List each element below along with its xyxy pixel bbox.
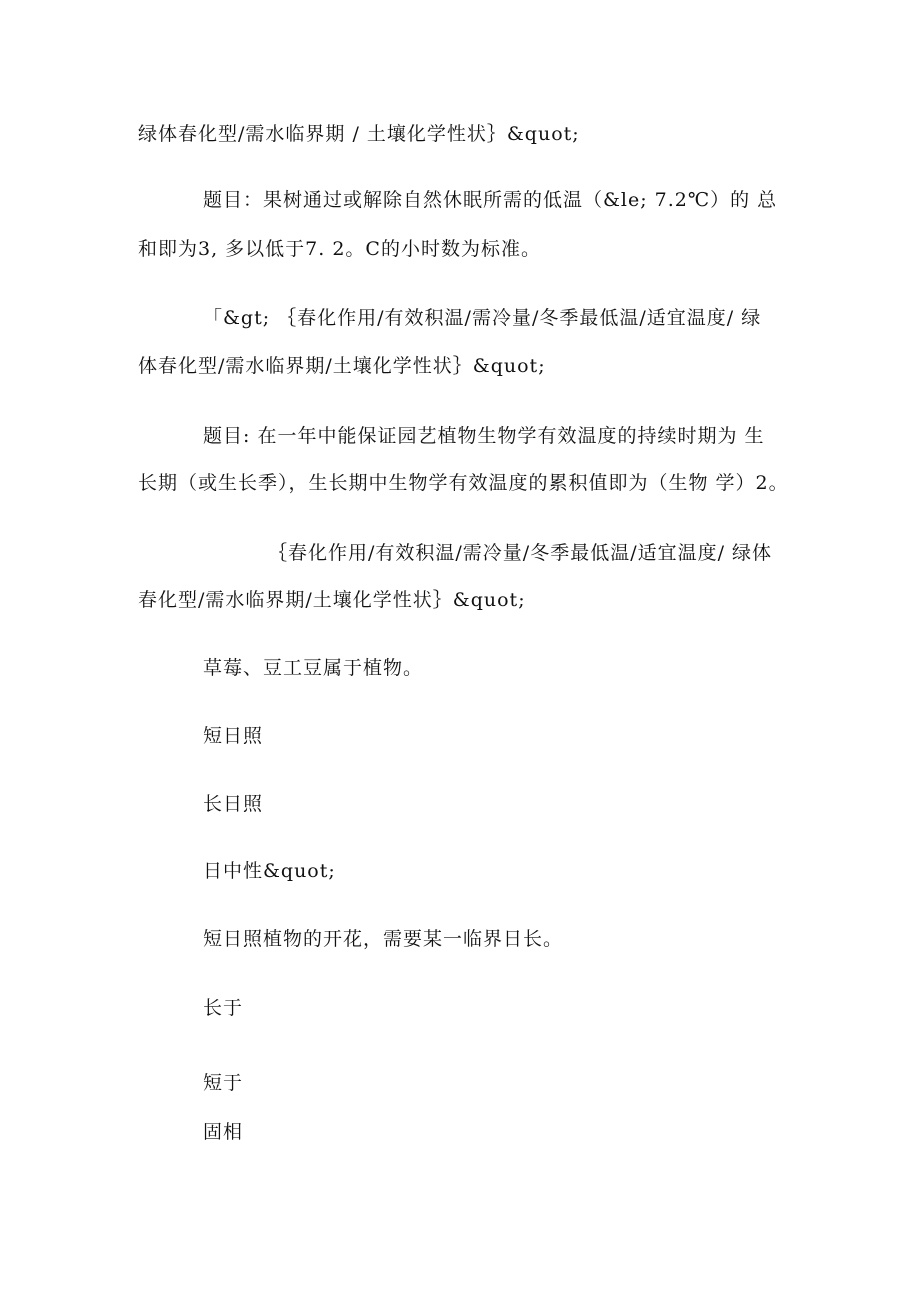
option-line: 长于: [203, 997, 244, 1019]
text-line: 体春化型/需水临界期/土壤化学性状｝&quot;: [138, 355, 546, 377]
text-line: 春化型/需水临界期/土壤化学性状｝&quot;: [138, 589, 526, 611]
option-line: 固相: [203, 1121, 244, 1143]
option-line: 短日照: [203, 725, 264, 747]
text-line: 长期（或生长季），生长期中生物学有效温度的累积值即为（生物 学）2。: [138, 472, 789, 494]
option-line: 长日照: [203, 793, 264, 815]
option-line: 短于: [203, 1072, 244, 1094]
question-line: 题目: 在一年中能保证园艺植物生物学有效温度的持续时期为 生: [203, 425, 765, 447]
question-line: 短日照植物的开花，需要某一临界日长。: [203, 928, 564, 950]
text-line: 「&gt; ｛春化作用/有效积温/需冷量/冬季最低温/适宜温度/ 绿: [203, 307, 762, 329]
option-line: 日中性&quot;: [203, 860, 336, 882]
text-line: 绿体春化型/需水临界期 / 土壤化学性状｝&quot;: [138, 123, 580, 145]
text-line: 和即为3, 多以低于7. 2。C的小时数为标准。: [138, 238, 541, 260]
question-line: 题目：果树通过或解除自然休眠所需的低温（&le; 7.2℃）的 总: [203, 189, 778, 211]
question-line: 草莓、豆工豆属于植物。: [203, 657, 424, 679]
text-line: ｛春化作用/有效积温/需冷量/冬季最低温/适宜温度/ 绿体: [268, 542, 773, 564]
